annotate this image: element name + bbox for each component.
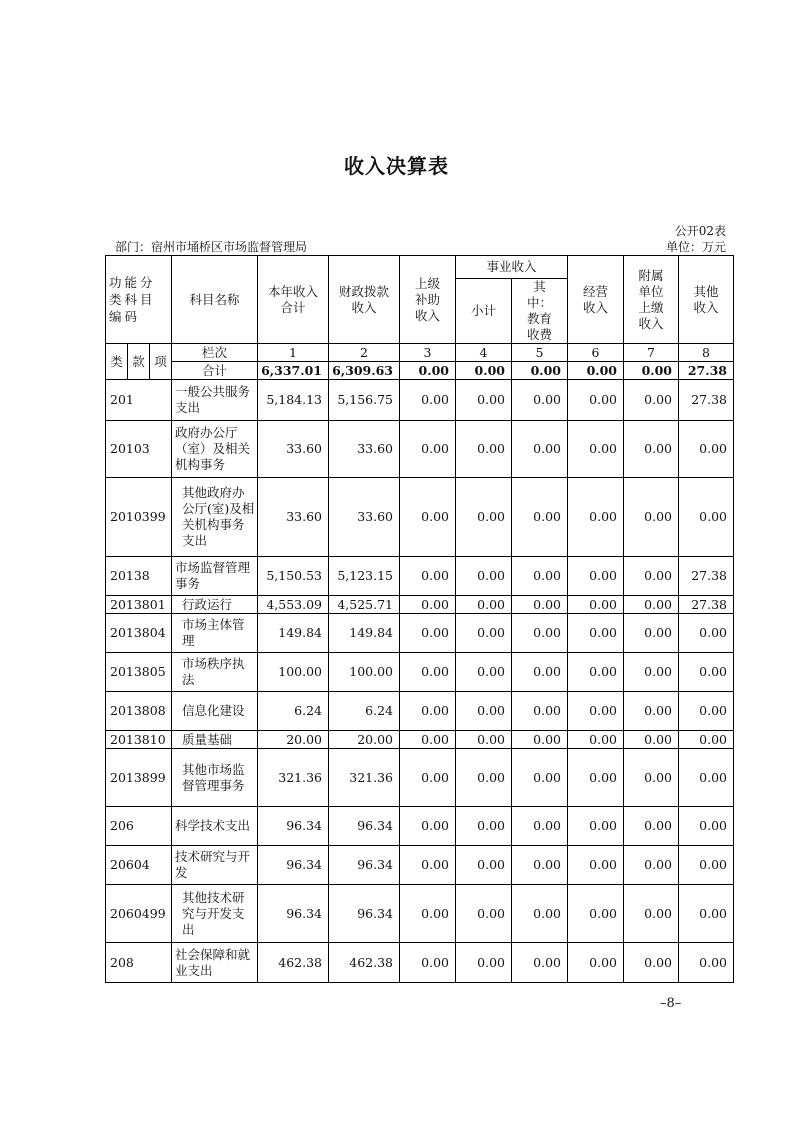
header-row-1: [106, 256, 734, 279]
subtotal-header: 小计: [456, 279, 512, 344]
table-row: [106, 846, 734, 885]
subject-name: 一般公共服务支出: [172, 380, 258, 421]
subject-code: 2013804: [106, 614, 172, 653]
amount-cell: 0.00: [456, 885, 512, 943]
total-value: 27.38: [679, 362, 734, 380]
amount-cell: 0.00: [679, 731, 734, 749]
operating-income-header: 经营收入: [568, 256, 624, 344]
unit-label: 单位：万元: [665, 240, 726, 254]
col-num: 6: [568, 344, 624, 362]
amount-cell: 0.00: [456, 692, 512, 731]
amount-cell: 0.00: [400, 596, 456, 614]
amount-cell: 0.00: [568, 749, 624, 807]
affiliated-remit-header: 附属单位上缴收入: [624, 256, 679, 344]
amount-cell: 0.00: [512, 692, 568, 731]
amount-cell: 0.00: [568, 943, 624, 983]
amount-cell: 0.00: [512, 557, 568, 596]
amount-cell: 0.00: [568, 653, 624, 692]
lei-header: 类: [106, 344, 128, 380]
amount-cell: 0.00: [512, 380, 568, 421]
amount-cell: 462.38: [258, 943, 329, 983]
amount-cell: 0.00: [400, 557, 456, 596]
subject-name: 技术研究与开发: [172, 846, 258, 885]
table-row: [106, 557, 734, 596]
amount-cell: 0.00: [512, 943, 568, 983]
amount-cell: 0.00: [568, 421, 624, 478]
amount-cell: 0.00: [679, 807, 734, 846]
amount-cell: 0.00: [568, 614, 624, 653]
func-class-header: 功能分类科目编码: [106, 256, 172, 344]
fiscal-allocation-header: 财政拨款收入: [329, 256, 400, 344]
subject-code: 20103: [106, 421, 172, 478]
amount-cell: 0.00: [400, 807, 456, 846]
amount-cell: 0.00: [400, 749, 456, 807]
amount-cell: 0.00: [400, 653, 456, 692]
amount-cell: 96.34: [329, 807, 400, 846]
amount-cell: 0.00: [456, 421, 512, 478]
subject-name: 市场监督管理事务: [172, 557, 258, 596]
amount-cell: 96.34: [258, 807, 329, 846]
amount-cell: 4,525.71: [329, 596, 400, 614]
amount-cell: 0.00: [512, 731, 568, 749]
amount-cell: 0.00: [512, 596, 568, 614]
total-value: 6,309.63: [329, 362, 400, 380]
subject-code: 20604: [106, 846, 172, 885]
amount-cell: 0.00: [400, 614, 456, 653]
table-code: 公开02表: [674, 224, 726, 238]
amount-cell: 0.00: [568, 692, 624, 731]
amount-cell: 0.00: [624, 421, 679, 478]
amount-cell: 0.00: [456, 731, 512, 749]
subject-code: 206: [106, 807, 172, 846]
subject-code: 20138: [106, 557, 172, 596]
amount-cell: 0.00: [400, 943, 456, 983]
amount-cell: 20.00: [329, 731, 400, 749]
amount-cell: 0.00: [568, 557, 624, 596]
subject-name: 其他政府办公厅(室)及相关机构事务支出: [172, 478, 258, 557]
amount-cell: 0.00: [679, 885, 734, 943]
amount-cell: 27.38: [679, 596, 734, 614]
amount-cell: 321.36: [329, 749, 400, 807]
amount-cell: 0.00: [624, 731, 679, 749]
col-num: 7: [624, 344, 679, 362]
amount-cell: 0.00: [568, 731, 624, 749]
amount-cell: 0.00: [624, 653, 679, 692]
subject-name: 其他技术研究与开发支出: [172, 885, 258, 943]
amount-cell: 0.00: [456, 943, 512, 983]
subject-code: 2060499: [106, 885, 172, 943]
subject-name: 信息化建设: [172, 692, 258, 731]
amount-cell: 0.00: [512, 846, 568, 885]
subject-name: 科学技术支出: [172, 807, 258, 846]
col-num: 4: [456, 344, 512, 362]
subject-code: 201: [106, 380, 172, 421]
amount-cell: 0.00: [512, 421, 568, 478]
amount-cell: 96.34: [329, 846, 400, 885]
amount-cell: 0.00: [624, 749, 679, 807]
amount-cell: 0.00: [624, 692, 679, 731]
amount-cell: 0.00: [624, 614, 679, 653]
amount-cell: 149.84: [258, 614, 329, 653]
subject-name: 其他市场监督管理事务: [172, 749, 258, 807]
col-num: 5: [512, 344, 568, 362]
subject-code: 2010399: [106, 478, 172, 557]
amount-cell: 33.60: [329, 421, 400, 478]
amount-cell: 0.00: [679, 478, 734, 557]
subject-name: 行政运行: [172, 596, 258, 614]
table-row: [106, 731, 734, 749]
amount-cell: 6.24: [329, 692, 400, 731]
amount-cell: 0.00: [624, 478, 679, 557]
col-num: 1: [258, 344, 329, 362]
subject-code: 2013810: [106, 731, 172, 749]
col-num: 2: [329, 344, 400, 362]
amount-cell: 0.00: [456, 653, 512, 692]
amount-cell: 0.00: [400, 885, 456, 943]
table-row: [106, 614, 734, 653]
institution-income-header: 事业收入: [456, 256, 568, 279]
subject-name: 社会保障和就业支出: [172, 943, 258, 983]
table-row: [106, 380, 734, 421]
amount-cell: 33.60: [329, 478, 400, 557]
amount-cell: 0.00: [512, 653, 568, 692]
amount-cell: 96.34: [258, 885, 329, 943]
amount-cell: 0.00: [679, 614, 734, 653]
total-income-header: 本年收入合计: [258, 256, 329, 344]
amount-cell: 0.00: [624, 596, 679, 614]
amount-cell: 5,123.15: [329, 557, 400, 596]
amount-cell: 0.00: [679, 943, 734, 983]
amount-cell: 0.00: [679, 692, 734, 731]
table-row: [106, 653, 734, 692]
subject-code: 2013805: [106, 653, 172, 692]
total-value: 0.00: [400, 362, 456, 380]
amount-cell: 0.00: [679, 653, 734, 692]
total-value: 0.00: [624, 362, 679, 380]
amount-cell: 0.00: [679, 421, 734, 478]
amount-cell: 5,150.53: [258, 557, 329, 596]
income-settlement-table: [105, 255, 734, 983]
amount-cell: 321.36: [258, 749, 329, 807]
table-row: [106, 692, 734, 731]
amount-cell: 0.00: [456, 596, 512, 614]
amount-cell: 0.00: [400, 846, 456, 885]
amount-cell: 0.00: [568, 380, 624, 421]
amount-cell: 0.00: [512, 614, 568, 653]
subject-code: 2013801: [106, 596, 172, 614]
amount-cell: 5,156.75: [329, 380, 400, 421]
column-label: 栏次: [172, 344, 258, 362]
table-row: [106, 421, 734, 478]
amount-cell: 33.60: [258, 478, 329, 557]
amount-cell: 0.00: [512, 749, 568, 807]
amount-cell: 0.00: [568, 846, 624, 885]
superior-subsidy-header: 上级补助收入: [400, 256, 456, 344]
amount-cell: 0.00: [624, 557, 679, 596]
amount-cell: 0.00: [624, 943, 679, 983]
total-value: 0.00: [512, 362, 568, 380]
amount-cell: 0.00: [400, 731, 456, 749]
amount-cell: 5,184.13: [258, 380, 329, 421]
total-row: [106, 362, 734, 380]
table-row: [106, 749, 734, 807]
col-num: 8: [679, 344, 734, 362]
amount-cell: 0.00: [456, 557, 512, 596]
amount-cell: 27.38: [679, 380, 734, 421]
table-row: [106, 807, 734, 846]
amount-cell: 0.00: [400, 692, 456, 731]
subject-code: 2013899: [106, 749, 172, 807]
table-row: [106, 596, 734, 614]
total-value: 6,337.01: [258, 362, 329, 380]
education-fee-header: 其中：教育收费: [512, 279, 568, 344]
amount-cell: 100.00: [329, 653, 400, 692]
amount-cell: 96.34: [329, 885, 400, 943]
amount-cell: 0.00: [456, 478, 512, 557]
total-label: 合计: [172, 362, 258, 380]
amount-cell: 149.84: [329, 614, 400, 653]
amount-cell: 0.00: [512, 885, 568, 943]
amount-cell: 0.00: [456, 846, 512, 885]
amount-cell: 462.38: [329, 943, 400, 983]
subject-name: 质量基础: [172, 731, 258, 749]
amount-cell: 20.00: [258, 731, 329, 749]
amount-cell: 0.00: [512, 478, 568, 557]
subject-name: 政府办公厅（室）及相关机构事务: [172, 421, 258, 478]
xiang-header: 项: [150, 344, 172, 380]
amount-cell: 0.00: [568, 807, 624, 846]
subject-name: 市场秩序执法: [172, 653, 258, 692]
amount-cell: 0.00: [679, 846, 734, 885]
amount-cell: 0.00: [624, 846, 679, 885]
column-number-row: [106, 344, 734, 362]
table-row: [106, 943, 734, 983]
amount-cell: 0.00: [679, 749, 734, 807]
table-row: [106, 478, 734, 557]
amount-cell: 0.00: [624, 885, 679, 943]
subject-name: 市场主体管理: [172, 614, 258, 653]
table-row: [106, 885, 734, 943]
amount-cell: 0.00: [456, 807, 512, 846]
amount-cell: 0.00: [568, 478, 624, 557]
subject-code: 2013808: [106, 692, 172, 731]
page-title: 收入决算表: [344, 154, 449, 178]
amount-cell: 100.00: [258, 653, 329, 692]
amount-cell: 0.00: [624, 380, 679, 421]
amount-cell: 0.00: [624, 807, 679, 846]
amount-cell: 0.00: [512, 807, 568, 846]
amount-cell: 0.00: [568, 885, 624, 943]
amount-cell: 4,553.09: [258, 596, 329, 614]
total-value: 0.00: [456, 362, 512, 380]
kuan-header: 款: [128, 344, 150, 380]
amount-cell: 0.00: [456, 380, 512, 421]
subject-name-header: 科目名称: [172, 256, 258, 344]
department-label: 部门：宿州市埇桥区市场监督管理局: [115, 240, 308, 254]
page-number: –8–: [660, 996, 682, 1011]
amount-cell: 0.00: [400, 380, 456, 421]
amount-cell: 0.00: [568, 596, 624, 614]
amount-cell: 0.00: [456, 749, 512, 807]
amount-cell: 0.00: [456, 614, 512, 653]
amount-cell: 96.34: [258, 846, 329, 885]
total-value: 0.00: [568, 362, 624, 380]
amount-cell: 6.24: [258, 692, 329, 731]
amount-cell: 0.00: [400, 421, 456, 478]
amount-cell: 33.60: [258, 421, 329, 478]
amount-cell: 0.00: [400, 478, 456, 557]
col-num: 3: [400, 344, 456, 362]
amount-cell: 27.38: [679, 557, 734, 596]
subject-code: 208: [106, 943, 172, 983]
other-income-header: 其他收入: [679, 256, 734, 344]
